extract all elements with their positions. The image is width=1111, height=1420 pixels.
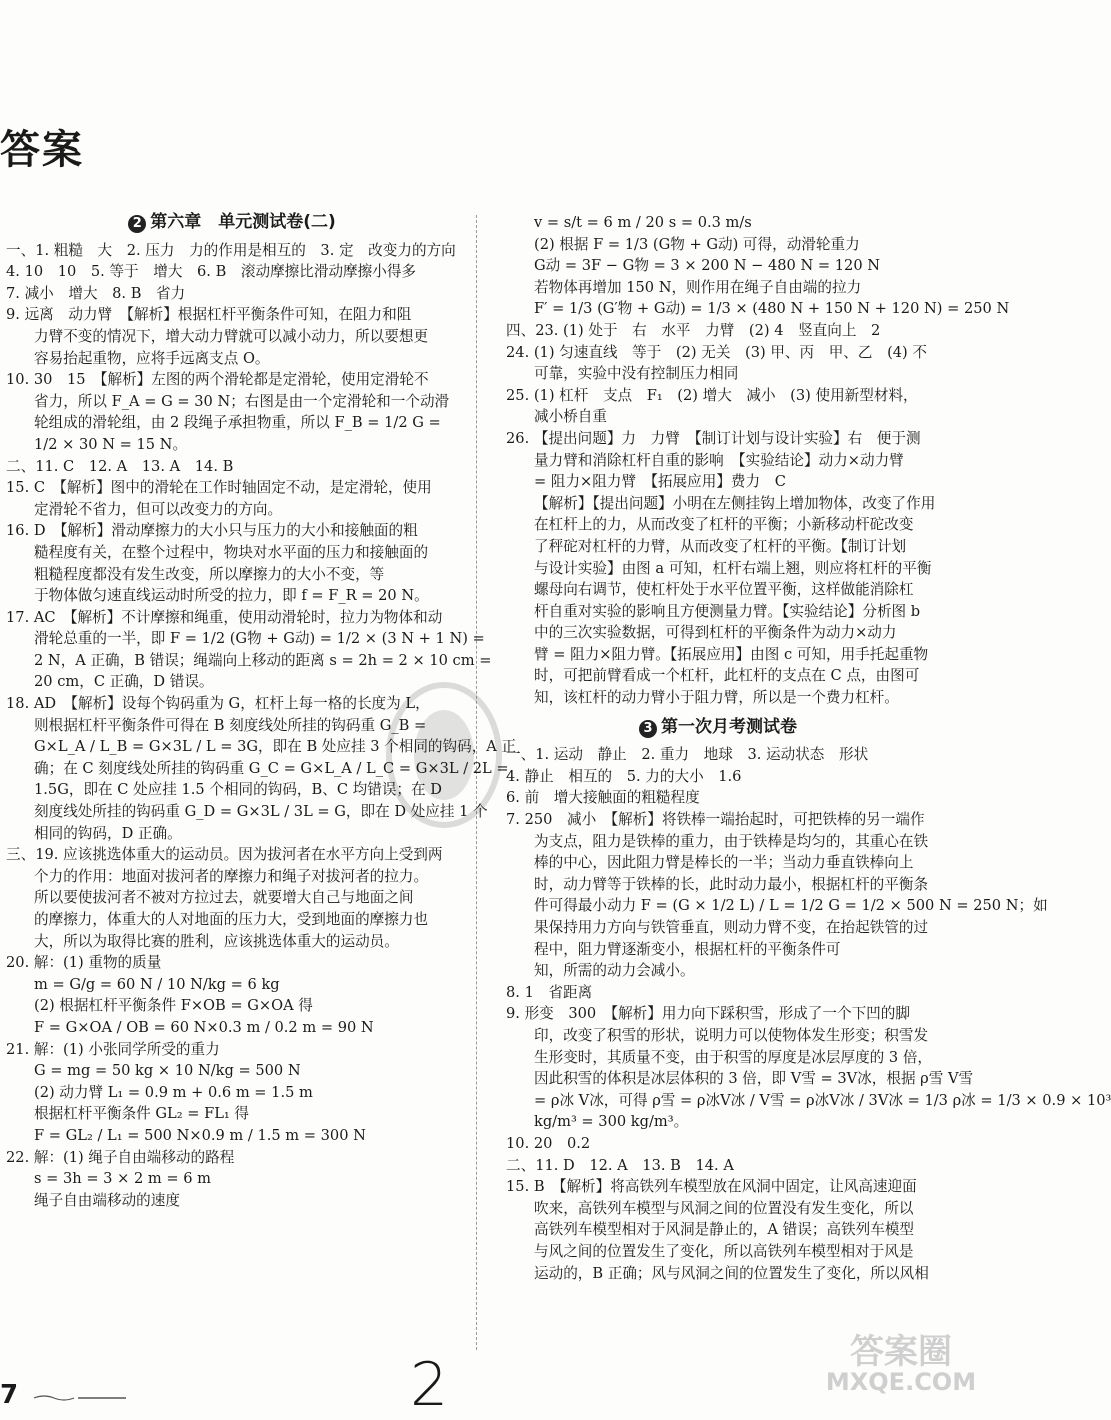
watermark-cn: 答案圈 [850,1332,952,1372]
answer-line: 时，动力臂等于铁棒的长，此时动力最小，根据杠杆的平衡条 [534,875,929,893]
answer-line: 17. AC 【解析】不计摩擦和绳重，使用动滑轮时，拉力为物体和动 [6,608,443,626]
answer-line: 臂 = 阻力×阻力臂。【拓展应用】由图 c 可知，用手托起重物 [534,645,929,663]
handwritten-mark: 2 [410,1350,449,1420]
answer-line: 9. 远离 动力臂 【解析】根据杠杆平衡条件可知，在阻力和阻 [6,306,412,324]
answer-line: 在杠杆上的力，从而改变了杠杆的平衡；小新移动杆砣改变 [534,516,914,534]
answer-line: 轮组成的滑轮组，由 2 段绳子承担物重，所以 F_B = 1/2 G = [34,414,441,432]
answer-line: 一、1. 粗糙 大 2. 压力 力的作用是相互的 3. 定 改变力的方向 [6,241,456,259]
answer-line: s = 3h = 3 × 2 m = 6 m [34,1170,212,1188]
answer-line: 与设计实验】由图 a 可知，杠杆右端上翘，则应将杠杆的平衡 [534,559,932,577]
answer-line: 绳子自由端移动的速度 [34,1191,180,1209]
answer-line: 一、1. 运动 静止 2. 重力 地球 3. 运动状态 形状 [506,746,869,764]
answer-line: 量力臂和消除杠杆自重的影响 【实验结论】动力×动力臂 [534,451,904,469]
answer-line: 三、19. 应该挑选体重大的运动员。因为拔河者在水平方向上受到两 [6,846,443,864]
answer-line: 中的三次实验数据，可得到杠杆的平衡条件为动力×动力 [534,624,897,642]
answer-line: (2) 根据 F = 1/3 (G物 + G动) 可得，动滑轮重力 [534,235,860,253]
answer-line: 4. 10 10 5. 等于 增大 6. B 滚动摩擦比滑动摩擦小得多 [6,263,417,281]
answer-line: 杆自重对实验的影响且方便测量力臂。【实验结论】分析图 b [534,602,921,620]
answer-line: 15. B 【解析】将高铁列车模型放在风洞中固定，让风高速迎面 [506,1178,917,1196]
answer-line: 2 N，A 正确，B 错误；绳端向上移动的距离 s = 2h = 2 × 10 cm = [34,651,492,669]
answer-line: 滑轮总重的一半，即 F = 1/2 (G物 + G动) = 1/2 × (3 N + 1 N) = [34,630,485,648]
right-column [506,212,1111,1284]
answer-line: 16. D 【解析】滑动摩擦力的大小只与压力的大小和接触面的粗 [6,522,418,540]
answer-line: 相同的钩码，D 正确。 [34,824,182,842]
right-answer-lines-b [506,744,1111,1284]
watermark-logo [816,1324,986,1404]
answer-line: 7. 减小 增大 8. B 省力 [6,284,186,302]
answer-line: 10. 30 15 【解析】左图的两个滑轮都是定滑轮，使用定滑轮不 [6,371,429,389]
answer-line: 高铁列车模型相对于风洞是静止的，A 错误；高铁列车模型 [534,1221,915,1239]
page-number-ornament [34,1394,126,1402]
answer-line: 知，该杠杆的动力臂小于阻力臂，所以是一个费力杠杆。 [534,689,899,707]
section-title-text: 第六章 单元测试卷(二) [150,212,336,232]
answer-line: 四、23. (1) 处于 右 水平 力臂 (2) 4 竖直向上 2 [506,321,881,339]
answer-line: 运动的，B 正确；风与风洞之间的位置发生了变化，所以风相 [534,1264,929,1282]
answer-line: 20 cm，C 正确，D 错误。 [34,673,214,691]
right-answer-lines-a [506,212,1010,709]
section-title-monthly-test [506,717,930,739]
answer-line: 则根据杠杆平衡条件可得在 B 刻度线处所挂的钩码重 G_B = [34,716,427,734]
answer-line: 所以要使拔河者不被对方拉过去，就要增大自己与地面之间 [34,889,414,907]
answer-line: = 阻力×阻力臂 【拓展应用】费力 C [534,473,786,491]
answer-line: m = G/g = 60 N / 10 N/kg = 6 kg [34,975,280,993]
answer-line: 减小桥自重 [534,408,607,426]
answer-line: 程中，阻力臂逐渐变小，根据杠杆的平衡条件可 [534,940,841,958]
answer-line: 22. 解：(1) 绳子自由端移动的路程 [6,1148,235,1166]
answer-line: 25. (1) 杠杆 支点 F₁ (2) 增大 减小 (3) 使用新型材料， [506,386,918,404]
answer-line: 20. 解：(1) 重物的质量 [6,954,162,972]
answer-line: 个力的作用：地面对拔河者的摩擦力和绳子对拔河者的拉力。 [34,867,429,885]
section-title-chapter6 [6,212,458,234]
answer-line: 大，所以为取得比赛的胜利，应该挑选体重大的运动员。 [34,932,399,950]
left-column [6,212,517,1211]
answer-line: 15. C 【解析】图中的滑轮在工作时轴固定不动，是定滑轮，使用 [6,479,432,497]
answer-line: 因此积雪的体积是冰层体积的 3 倍，即 V雪 = 3V冰，根据 ρ雪 V雪 [534,1070,974,1088]
answer-line: 9. 形变 300 【解析】用力向下踩积雪，形成了一个下凹的脚 [506,1005,910,1023]
answer-line: 螺母向右调节，使杠杆处于水平位置平衡，这样做能消除杠 [534,581,914,599]
answer-line: 21. 解：(1) 小张同学所受的重力 [6,1040,220,1058]
answer-line: 糙程度有关，在整个过程中，物块对水平面的压力和接触面的 [34,543,429,561]
answer-line: 刻度线处所挂的钩码重 G_D = G×3L / 3L = G，即在 D 处应挂 1 个 [34,803,488,821]
answer-line: 26. 【提出问题】力 力臂 【制订计划与设计实验】右 便于测 [506,429,921,447]
answer-line: 8. 1 省距离 [506,983,593,1001]
answer-line: v = s/t = 6 m / 20 s = 0.3 m/s [534,214,752,231]
answer-line: 吹来，高铁列车模型与风洞之间的位置没有发生变化，所以 [534,1199,914,1217]
answer-line: 于物体做匀速直线运动时所受的拉力，即 f = F_R = 20 N。 [34,587,429,605]
answer-line: 件可得最小动力 F = (G × 1/2 L) / L = 1/2 G = 1/2 × 500 N = 250 N；如 [534,897,1048,915]
page-header-title: 答案 [0,127,84,173]
answer-line: 确；在 C 刻度线处所挂的钩码重 G_C = G×L_A / L_C = G×3L / 2L = [34,759,509,777]
answer-line: 二、11. C 12. A 13. A 14. B [6,457,234,475]
answer-line: 生形变时，其质量不变，由于积雪的厚度是冰层厚度的 3 倍， [534,1048,933,1066]
answer-line: 力臂不变的情况下，增大动力臂就可以减小动力，所以要想更 [34,327,429,345]
answer-line: 与风之间的位置发生了变化，所以高铁列车模型相对于风是 [534,1242,914,1260]
answer-line: 可靠，实验中没有控制压力相同 [534,365,739,383]
answer-line: 知，所需的动力会减小。 [534,962,695,980]
answer-line: 1/2 × 30 N = 15 N。 [34,435,188,453]
answer-line: G = mg = 50 kg × 10 N/kg = 500 N [34,1062,301,1080]
answer-line: 时，可把前臂看成一个杠杆，此杠杆的支点在 C 点，由图可 [534,667,920,685]
page-number: 7 [0,1380,19,1410]
answer-line: 的摩擦力，体重大的人对地面的压力大，受到地面的摩擦力也 [34,911,429,928]
answer-line: 二、11. D 12. A 13. B 14. A [506,1156,734,1174]
answer-line: G动 = 3F − G物 = 3 × 200 N − 480 N = 120 N [534,257,881,275]
answer-line: F = G×OA / OB = 60 N×0.3 m / 0.2 m = 90 N [34,1018,374,1036]
answer-line: 7. 250 减小 【解析】将铁棒一端抬起时，可把铁棒的另一端作 [506,811,925,829]
answer-line: kg/m³ = 300 kg/m³。 [534,1113,689,1131]
answer-line: 为支点，阻力是铁棒的重力，由于铁棒是均匀的，其重心在铁 [534,832,929,850]
watermark-en: MXQE.COM [825,1368,977,1396]
answer-line: 10. 20 0.2 [506,1134,591,1152]
answer-line: 根据杠杆平衡条件 GL₂ = FL₁ 得 [34,1105,249,1123]
answer-line: F = GL₂ / L₁ = 500 N×0.9 m / 1.5 m = 300 N [34,1126,366,1144]
answer-line: = ρ冰 V冰，可得 ρ雪 = ρ冰V冰 / V雪 = ρ冰V冰 / 3V冰 = 1/3 ρ冰 = 1/3 × 0.9 × 10³ [534,1091,1111,1109]
answer-line: 6. 前 增大接触面的粗糙程度 [506,789,700,807]
answer-line: 4. 静止 相互的 5. 力的大小 1.6 [506,767,742,785]
answer-line: (2) 动力臂 L₁ = 0.9 m + 0.6 m = 1.5 m [34,1083,313,1101]
section-number-badge: 3 [639,720,657,738]
section-title-text: 第一次月考测试卷 [661,716,797,737]
answer-line: G×L_A / L_B = G×3L / L = 3G，即在 B 处应挂 3 个相同的钩码，A 正 [34,738,517,756]
answer-line: 24. (1) 匀速直线 等于 (2) 无关 (3) 甲、丙 甲、乙 (4) 不 [506,343,927,361]
answer-line: 棒的中心，因此阻力臂是棒长的一半；当动力垂直铁棒向上 [534,854,914,872]
section-number-badge: 2 [128,215,146,233]
answer-line: 粗糙程度都没有发生改变，所以摩擦力的大小不变，等 [34,565,385,583]
left-answer-lines [6,240,517,1212]
answer-line: 定滑轮不省力，但可以改变力的方向。 [34,500,283,518]
answer-line: 果保持用力方向与铁管垂直，则动力臂不变，在抬起铁管的过 [534,919,929,936]
answer-line: (2) 根据杠杆平衡条件 F×OB = G×OA 得 [34,997,313,1015]
answer-line: 若物体再增加 150 N，则作用在绳子自由端的拉力 [534,278,862,296]
answer-line: 18. AD 【解析】设每个钩码重为 G，杠杆上每一格的长度为 L， [6,695,430,713]
answer-line: 1.5G，即在 C 处应挂 1.5 个相同的钩码，B、C 均错误；在 D [34,781,442,799]
answer-line: 【解析】【提出问题】小明在左侧挂钩上增加物体，改变了作用 [534,494,936,512]
answer-line: 容易抬起重物，应将手远离支点 O。 [34,349,270,367]
answer-line: F′ = 1/3 (G′物 + G动) = 1/3 × (480 N + 150 N + 120 N) = 250 N [534,300,1010,318]
answer-line: 印，改变了积雪的形状，说明力可以使物体发生形变；积雪发 [534,1026,929,1044]
answer-line: 了秤砣对杠杆的力臂，从而改变了杠杆的平衡。【制订计划 [534,537,907,555]
answer-line: 省力，所以 F_A = G = 30 N；右图是由一个定滑轮和一个动滑 [34,392,450,410]
